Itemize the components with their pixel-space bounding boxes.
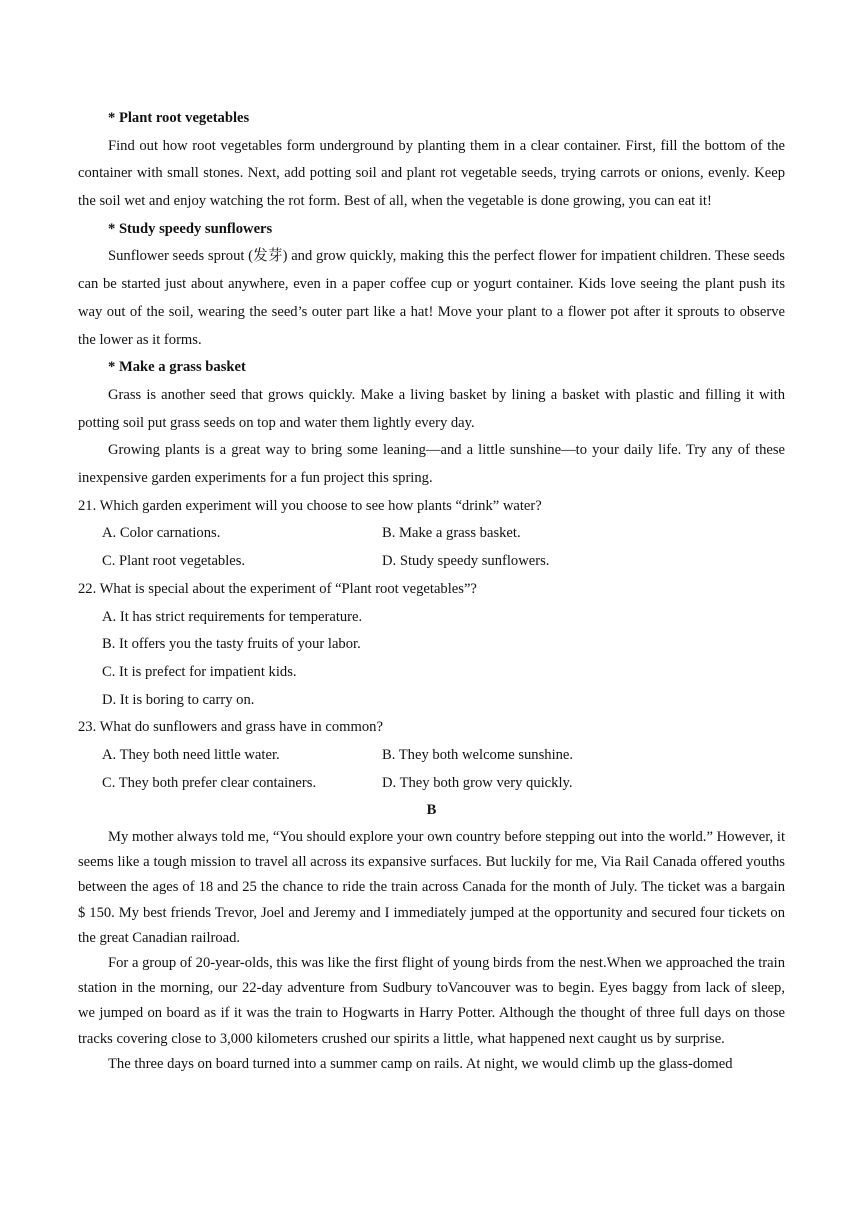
option-row: [78, 520, 785, 548]
option: A. They both need little water.: [102, 746, 280, 763]
section-text: Sunflower seeds sprout (发芽) and grow quickly, making this the perfect flower for impatient children. These seeds can be started just about anywhere, even in a paper coffee cup or yogurt container. Kids love seeing the plant push its way out of the soil, wearing the seed’s outer part like a hat! Move your plant to a flower pot after it sprouts to observe the lower as it forms.: [78, 248, 785, 348]
content-column: [78, 105, 785, 1077]
option: B. It offers you the tasty fruits of your labor.: [102, 636, 361, 653]
option-row: [78, 742, 785, 770]
question-stem: 23. What do sunflowers and grass have in common?: [78, 719, 383, 736]
option: C. It is prefect for impatient kids.: [102, 663, 297, 680]
section-heading: * Study speedy sunflowers: [108, 220, 273, 237]
option: B. They both welcome sunshine.: [382, 746, 574, 763]
option: D. Study speedy sunflowers.: [382, 553, 550, 570]
section-heading: * Make a grass basket: [108, 359, 246, 376]
passage-paragraph: The three days on board turned into a summer camp on rails. At night, we would climb up the glass-domed: [108, 1055, 733, 1072]
option: D. They both grow very quickly.: [382, 774, 573, 791]
question-stem: 21. Which garden experiment will you choose to see how plants “drink” water?: [78, 497, 542, 514]
passage-paragraph: For a group of 20-year-olds, this was like the first flight of young birds from the nest.When we approached the train station in the morning, our 22-day adventure from Sudbury toVancouver was to begin. Eyes baggy from lack of sleep, we jumped on board as if it was the train to Hogwarts in Harry Potter. Although the thought of three full days on those tracks covering close to 3,000 kilometers crushed our spirits a little, what happened next caught us by surprise.: [78, 955, 785, 1047]
option: B. Make a grass basket.: [382, 525, 521, 542]
option: C. They both prefer clear containers.: [102, 774, 317, 791]
option: C. Plant root vegetables.: [102, 553, 246, 570]
option: D. It is boring to carry on.: [102, 691, 255, 708]
option-row: [78, 770, 785, 798]
section-text: Grass is another seed that grows quickly. Make a living basket by lining a basket with plastic and filling it with potting soil put grass seeds on top and water them lightly every day.: [78, 386, 785, 431]
option: A. Color carnations.: [102, 525, 221, 542]
closing-paragraph: Growing plants is a great way to bring some leaning—and a little sunshine—to your daily life. Try any of these inexpensive garden experiments for a fun project this spring.: [78, 442, 785, 487]
section-text: Find out how root vegetables form underground by planting them in a clear container. First, fill the bottom of the container with small stones. Next, add potting soil and plant rot vegetable seeds, trying carrots or onions, evenly. Keep the soil wet and enjoy watching the rot form. Best of all, when the vegetable is done growing, you can eat it!: [78, 137, 785, 210]
option-row: [78, 548, 785, 576]
question-stem: 22. What is special about the experiment of “Plant root vegetables”?: [78, 580, 477, 597]
passage-label: B: [426, 802, 437, 819]
passage-paragraph: My mother always told me, “You should explore your own country before stepping out into the world.” However, it seems like a tough mission to travel all across its expansive surfaces. But luckily for me, Via Rail Canada offered youths between the ages of 18 and 25 the chance to ride the train across Canada for the month of July. The ticket was a bargain $ 150. My best friends Trevor, Joel and Jeremy and I immediately jumped at the opportunity and secured four tickets on the great Canadian railroad.: [78, 829, 785, 946]
section-heading: * Plant root vegetables: [108, 110, 250, 126]
option: A. It has strict requirements for temperature.: [102, 608, 363, 625]
